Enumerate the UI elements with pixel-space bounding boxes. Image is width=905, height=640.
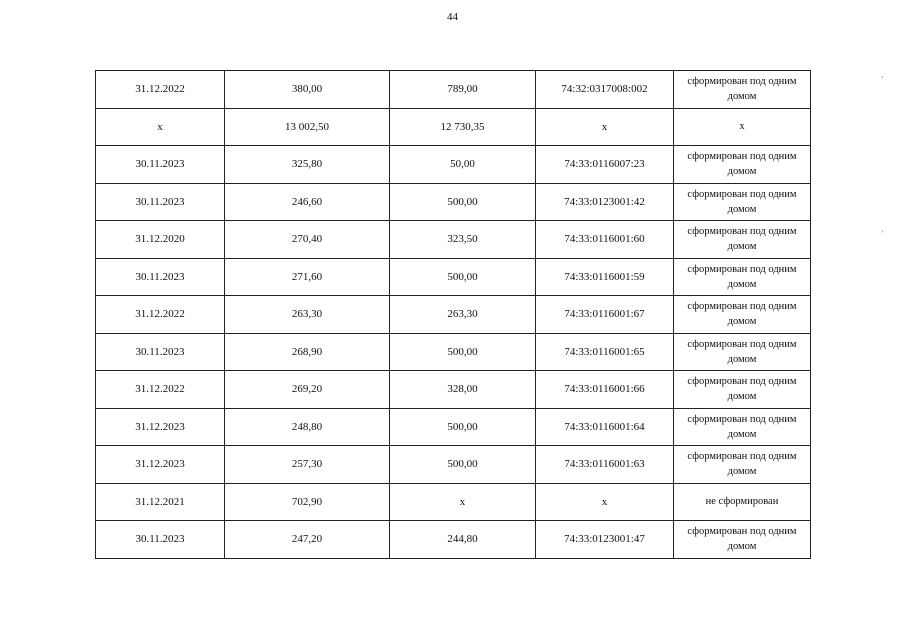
area-cell: 263,30: [225, 296, 390, 334]
table-row: [96, 446, 811, 484]
status-cell: сформирован под одним домом: [674, 408, 811, 446]
status-cell: сформирован под одним домом: [674, 258, 811, 296]
table-row: [96, 221, 811, 259]
cadastral-number-cell: x: [536, 108, 674, 146]
table-row: [96, 183, 811, 221]
date-cell: 30.11.2023: [96, 258, 225, 296]
table-row: [96, 483, 811, 521]
area-cell: 271,60: [225, 258, 390, 296]
date-cell: 31.12.2023: [96, 446, 225, 484]
table-row: [96, 333, 811, 371]
status-cell: сформирован под одним домом: [674, 296, 811, 334]
land-area-cell: 12 730,35: [390, 108, 536, 146]
date-cell: 30.11.2023: [96, 333, 225, 371]
cadastral-number-cell: 74:33:0116001:65: [536, 333, 674, 371]
scan-mark: ,: [881, 69, 884, 79]
status-cell: сформирован под одним домом: [674, 146, 811, 184]
land-area-cell: 263,30: [390, 296, 536, 334]
table-row: [96, 296, 811, 334]
scan-mark: ': [882, 229, 884, 239]
cadastral-number-cell: 74:33:0116001:63: [536, 446, 674, 484]
cadastral-number-cell: 74:33:0116001:67: [536, 296, 674, 334]
cadastral-number-cell: 74:33:0123001:47: [536, 521, 674, 559]
date-cell: 30.11.2023: [96, 146, 225, 184]
status-cell: сформирован под одним домом: [674, 446, 811, 484]
area-cell: 248,80: [225, 408, 390, 446]
status-cell: сформирован под одним домом: [674, 333, 811, 371]
date-cell: 30.11.2023: [96, 521, 225, 559]
table-row: [96, 408, 811, 446]
date-cell: 31.12.2022: [96, 371, 225, 409]
land-area-cell: x: [390, 483, 536, 521]
table-row: [96, 371, 811, 409]
cadastral-number-cell: 74:33:0116001:66: [536, 371, 674, 409]
table-row: [96, 108, 811, 146]
cadastral-number-cell: 74:33:0116007:23: [536, 146, 674, 184]
land-area-cell: 500,00: [390, 333, 536, 371]
table-row: [96, 521, 811, 559]
area-cell: 270,40: [225, 221, 390, 259]
page-number: 44: [447, 11, 458, 23]
date-cell: 31.12.2020: [96, 221, 225, 259]
area-cell: 246,60: [225, 183, 390, 221]
land-area-cell: 244,80: [390, 521, 536, 559]
status-cell: сформирован под одним домом: [674, 183, 811, 221]
date-cell: 31.12.2021: [96, 483, 225, 521]
date-cell: x: [96, 108, 225, 146]
land-area-cell: 500,00: [390, 408, 536, 446]
date-cell: 31.12.2023: [96, 408, 225, 446]
land-area-cell: 500,00: [390, 258, 536, 296]
data-table: [95, 70, 811, 559]
land-area-cell: 789,00: [390, 71, 536, 109]
status-cell: сформирован под одним домом: [674, 521, 811, 559]
area-cell: 325,80: [225, 146, 390, 184]
area-cell: 13 002,50: [225, 108, 390, 146]
area-cell: 247,20: [225, 521, 390, 559]
table-body: [96, 71, 811, 559]
land-area-cell: 323,50: [390, 221, 536, 259]
cadastral-number-cell: 74:32:0317008:002: [536, 71, 674, 109]
date-cell: 31.12.2022: [96, 296, 225, 334]
area-cell: 380,00: [225, 71, 390, 109]
cadastral-number-cell: 74:33:0116001:59: [536, 258, 674, 296]
cadastral-number-cell: x: [536, 483, 674, 521]
status-cell: не сформирован: [674, 483, 811, 521]
cadastral-number-cell: 74:33:0123001:42: [536, 183, 674, 221]
area-cell: 702,90: [225, 483, 390, 521]
table-row: [96, 71, 811, 109]
land-area-cell: 500,00: [390, 446, 536, 484]
table-row: [96, 258, 811, 296]
status-cell: сформирован под одним домом: [674, 371, 811, 409]
area-cell: 269,20: [225, 371, 390, 409]
land-area-cell: 50,00: [390, 146, 536, 184]
cadastral-number-cell: 74:33:0116001:64: [536, 408, 674, 446]
area-cell: 257,30: [225, 446, 390, 484]
status-cell: x: [674, 108, 811, 146]
land-area-cell: 328,00: [390, 371, 536, 409]
date-cell: 31.12.2022: [96, 71, 225, 109]
cadastral-number-cell: 74:33:0116001:60: [536, 221, 674, 259]
area-cell: 268,90: [225, 333, 390, 371]
status-cell: сформирован под одним домом: [674, 221, 811, 259]
table-row: [96, 146, 811, 184]
status-cell: сформирован под одним домом: [674, 71, 811, 109]
land-area-cell: 500,00: [390, 183, 536, 221]
date-cell: 30.11.2023: [96, 183, 225, 221]
